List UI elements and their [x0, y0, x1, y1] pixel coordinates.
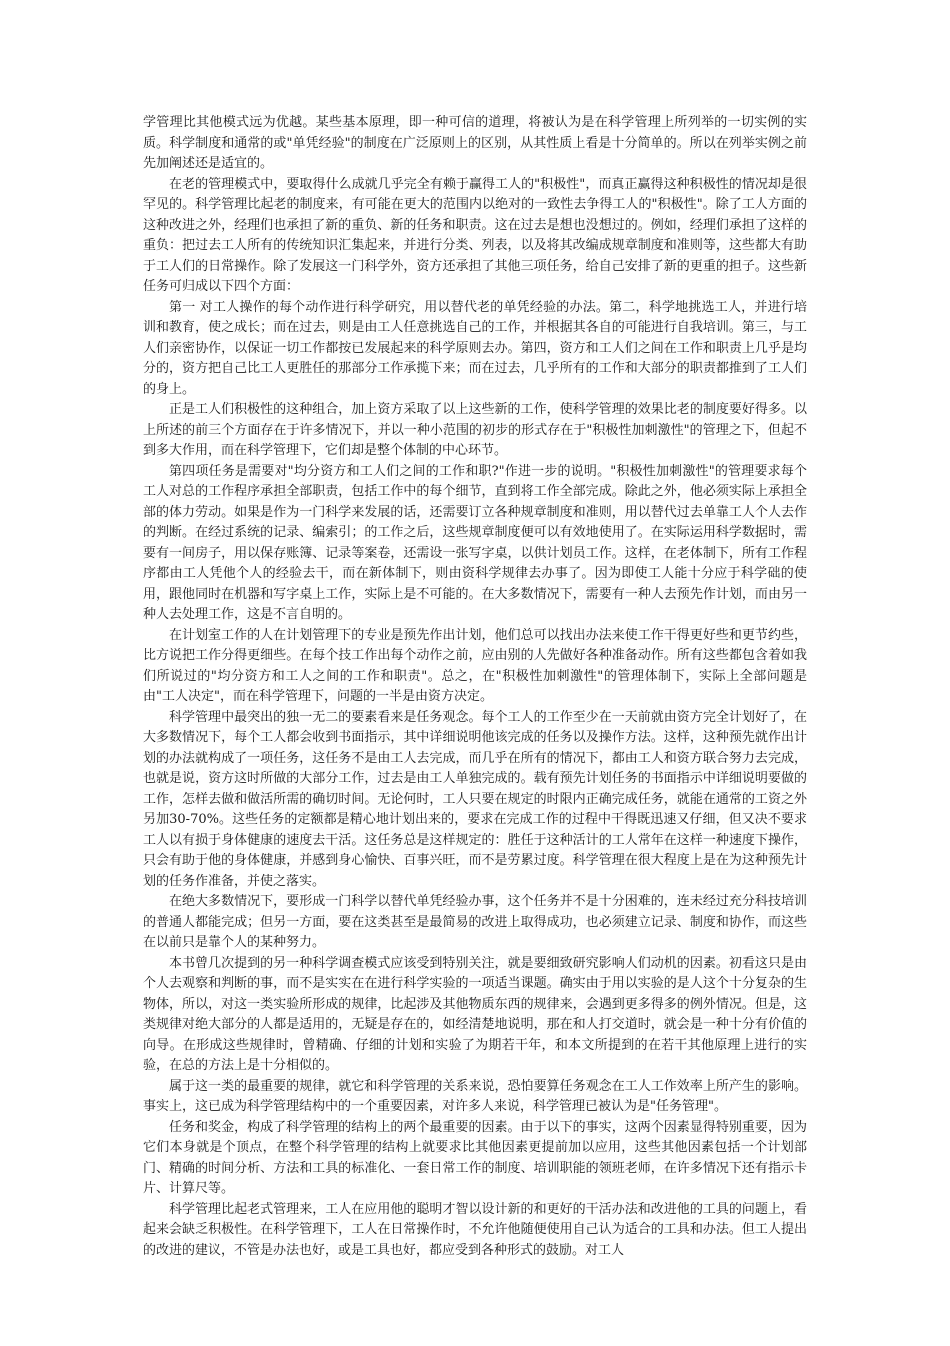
paragraph-4: 正是工人们积极性的这种组合，加上资方采取了以上这些新的工作，使科学管理的效果比老的制度要好得多。以上所述的前三个方面存在于许多情况下，并以一种小范围的初步的形式存在于"积极性加刺激性"的管理之下，但起不到多大作用，而在科学管理下，它们却是整个体制的中心环节。 [143, 402, 807, 458]
paragraph-12: 科学管理比起老式管理来，工人在应用他的聪明才智以设计新的和更好的干活办法和改进他的工具的问题上，看起来会缺乏积极性。在科学管理下，工人在日常操作时，不允许他随便使用自己认为适合的工具和办法。但工人提出的改进的建议，不管是办法也好，或是工具也好，都应受到各种形式的鼓励。对工人 [143, 1201, 807, 1258]
paragraph-9: 本书曾几次提到的另一种科学调查模式应该受到特别关注，就是要细致研究影响人们动机的因素。初看这只是由个人去观察和判断的事，而不是实实在在进行科学实验的一项适当课题。确实由于用以实验的是人这个十分复杂的生物体，所以，对这一类实验所形成的规律，比起涉及其他物质东西的规律来，会遇到更多得多的例外情况。但是，这类规律对绝大部分的人都是适用的，无疑是存在的，如经清楚地说明，那在和人打交道时，就会是一种十分有价值的向导。在形成这些规律时，曾精确、仔细的计划和实验了为期若干年，和本文所提到的在若干其他原理上进行的实验，在总的方法上是十分相似的。 [143, 955, 807, 1073]
paragraph-2: 在老的管理模式中，要取得什么成就几乎完全有赖于赢得工人的"积极性"，而真正赢得这种积极性的情况却是很罕见的。科学管理比起老的制度来，有可能在更大的范围内以绝对的一致性去争得工人的"积极性"。除了工人方面的这种改进之外，经理们也承担了新的重负、新的任务和职责。这在过去是想也没想过的。例如，经理们承担了这样的重负：把过去工人所有的传统知识汇集起来，并进行分类、列表，以及将其改编成规章制度和准则等，这些都大有助于工人们的日常操作。除了发展这一门科学外，资方还承担了其他三项任务，给自己安排了新的更重的担子。这些新任务可归成以下四个方面： [143, 176, 807, 294]
paragraph-3: 第一 对工人操作的每个动作进行科学研究，用以替代老的单凭经验的办法。第二，科学地挑选工人，并进行培训和教育，使之成长；而在过去，则是由工人任意挑选自己的工作，并根据其各自的可能进行自我培训。第三，与工人们亲密协作，以保证一切工作都按已发展起来的科学原则去办。第四，资方和工人们之间在工作和职责上几乎是均分的，资方把自己比工人更胜任的那部分工作承揽下来；而在过去，几乎所有的工作和大部分的职责都推到了工人们的身上。 [143, 299, 807, 397]
document-page [143, 113, 807, 1261]
paragraph-5: 第四项任务是需要对"均分资方和工人们之间的工作和职?"作进一步的说明。"积极性加刺激性"的管理要求每个工人对总的工作程序承担全部职责，包括工作中的每个细节，直到将工作全部完成。除此之外，他必须实际上承担全部的体力劳动。如果是作为一门科学来发展的话，还需要订立各种规章制度和准则，用以替代过去单靠工人个人去作的判断。在经过系统的记录、编索引；的工作之后，这些规章制度便可以有效地使用了。在实际运用科学数据时，需要有一间房子，用以保存账簿、记录等案卷，还需设一张写字桌，以供计划员工作。这样，在老体制下，所有工作程序都由工人凭他个人的经验去干，而在新体制下，则由资科学规律去办事了。因为即使工人能十分应于科学础的使用，跟他同时在机器和写字桌上工作，实际上是不可能的。在大多数情况下，需要有一种人去预先作计划，而由另一种人去处理工作，这是不言自明的。 [143, 463, 807, 622]
paragraph-7: 科学管理中最突出的独一无二的要素看来是任务观念。每个工人的工作至少在一天前就由资方完全计划好了，在大多数情况下，每个工人都会收到书面指示，其中详细说明他该完成的任务以及操作方法。这样，这种预先就作出计划的办法就构成了一项任务，这任务不是由工人去完成，而几乎在所有的情况下，都由工人和资方联合努力去完成，也就是说，资方这时所做的大部分工作，过去是由工人单独完成的。载有预先计划任务的书面指示中详细说明要做的工作，怎样去做和做活所需的确切时间。无论何时，工人只要在规定的时限内正确完成任务，就能在通常的工资之外另加30-70%。这些任务的定额都是精心地计划出来的，要求在完成工作的过程中干得既迅速又仔细，但又决不要求工人以有损于身体健康的速度去干活。这任务总是这样规定的：胜任于这种活计的工人常年在这样一种速度下操作，只会有助于他的身体健康，并感到身心愉快、百事兴旺，而不是劳累过度。科学管理在很大程度上是在为这种预先计划的任务作准备，并使之落实。 [143, 709, 807, 889]
paragraph-8: 在绝大多数情况下，要形成一门科学以替代单凭经验办事，这个任务并不是十分困难的，连未经过充分科技培训的普通人都能完成；但另一方面，要在这类甚至是最简易的改进上取得成功，也必须建立记录、制度和协作，而这些在以前只是靠个人的某种努力。 [143, 894, 807, 950]
paragraph-1: 学管理比其他模式远为优越。某些基本原理，即一种可信的道理，将被认为是在科学管理上所列举的一切实例的实质。科学制度和通常的或"单凭经验"的制度在广泛原则上的区别，从其性质上看是十分简单的。所以在列举实例之前先加阐述还是适宜的。 [143, 115, 807, 171]
paragraph-6: 在计划室工作的人在计划管理下的专业是预先作出计划，他们总可以找出办法来使工作干得更好些和更节约些，比方说把工作分得更细些。在每个技工作出每个动作之前，应由别的人先做好各种准备动作。所有这些都包含着如我们所说过的"均分资方和工人之间的工作和职责"。总之，在"积极性加刺激性"的管理体制下，实际上全部问题是由"工人决定"，而在科学管理下，问题的一半是由资方决定。 [143, 627, 807, 704]
paragraph-11: 任务和奖金，构成了科学管理的结构上的两个最重要的因素。由于以下的事实，这两个因素显得特别重要，因为它们本身就是个顶点，在整个科学管理的结构上就要求比其他因素更提前加以应用，这些其他因素包括一个计划部门、精确的时间分析、方法和工具的标准化、一套日常工作的制度、培训职能的领班老师，在许多情况下还有指示卡片、计算尺等。 [143, 1119, 807, 1196]
paragraph-10: 属于这一类的最重要的规律，就它和科学管理的关系来说，恐怕要算任务观念在工人工作效率上所产生的影响。事实上，这已成为科学管理结构中的一个重要因素，对许多人来说，科学管理已被认为是"任务管理"。 [143, 1078, 807, 1114]
